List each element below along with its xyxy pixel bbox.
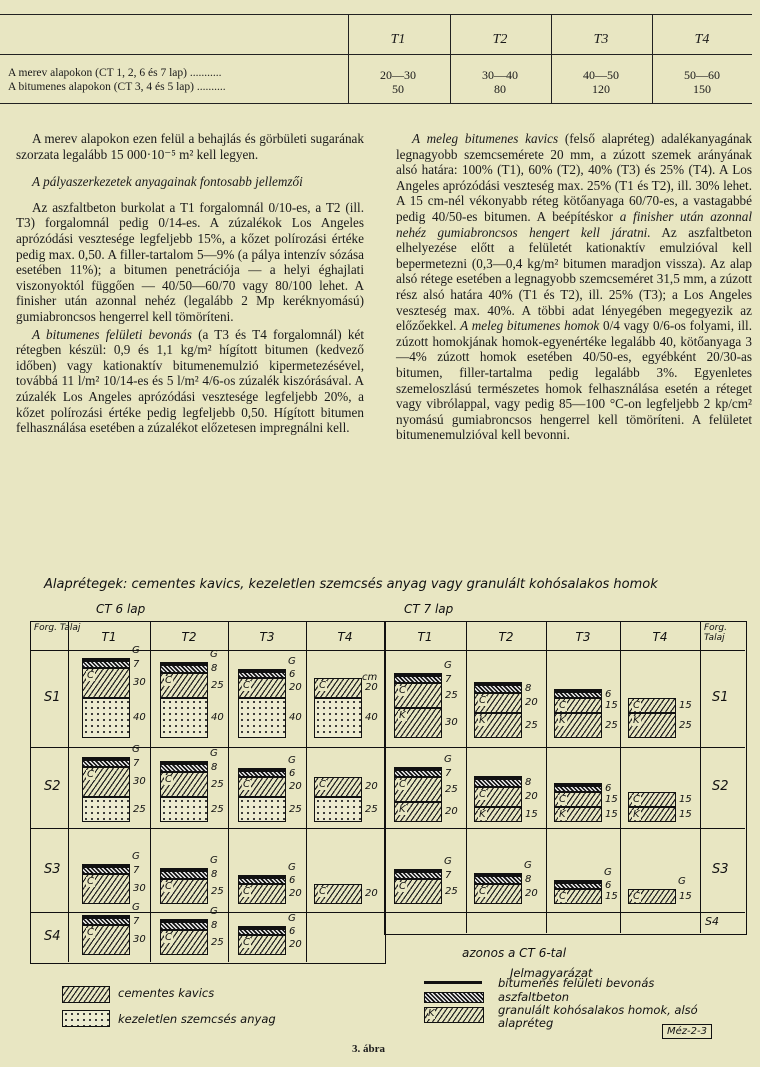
layer-thickness: 25	[133, 803, 146, 815]
layer-bit	[160, 868, 208, 871]
grid-line	[466, 621, 467, 933]
emphasis: A meleg bitumenes homok	[460, 318, 600, 334]
layer-asz	[394, 676, 442, 683]
g-label: G	[604, 867, 612, 878]
layer-bit	[554, 880, 602, 883]
layer-thickness: 6	[289, 926, 296, 937]
layer-cem	[160, 673, 208, 698]
layer-letter: C	[165, 881, 172, 892]
layer-kez	[238, 698, 286, 738]
layer-letter: C	[319, 680, 326, 691]
layer-bit	[394, 869, 442, 872]
column-header: T3	[575, 630, 591, 644]
paragraph-lead: A bitumenes felületi bevonás	[32, 326, 192, 342]
layer-thickness: 7	[133, 658, 140, 670]
grid-line	[700, 621, 701, 933]
layer-bit	[554, 783, 602, 786]
layer-bit	[82, 658, 130, 661]
layer-cem	[238, 935, 286, 955]
letter-k: K	[428, 1008, 435, 1019]
emphasis: a finisher után azonnal nehéz gumiabroncsos hengert kell járatni.	[396, 208, 752, 240]
table-cell: 50—60	[684, 68, 720, 82]
layer-thickness: 6	[605, 689, 612, 700]
layer-asz	[474, 685, 522, 693]
legend-swatch-kk	[424, 1007, 484, 1023]
g-label: G	[288, 913, 296, 924]
layer-cem	[474, 787, 522, 807]
layer-thickness: 25	[211, 885, 224, 897]
layer-asz	[82, 867, 130, 874]
g-label: G	[444, 856, 452, 867]
layer-kez	[314, 797, 362, 822]
layer-kez	[314, 698, 362, 738]
layer-cem	[394, 777, 442, 802]
layer-kez	[160, 698, 208, 738]
layer-bit	[160, 662, 208, 665]
layer-thickness: 8	[525, 683, 532, 694]
layer-thickness: 20	[365, 682, 378, 693]
layer-asz	[160, 922, 208, 930]
column-header: T3	[259, 630, 275, 644]
layer-cem	[554, 792, 602, 807]
layer-letter: C	[479, 695, 486, 706]
layer-bit	[554, 689, 602, 692]
layer-thickness: 20	[365, 781, 378, 792]
paragraph-body: (a T3 és T4 forgalomnál) két rétegben készül: 0,9 és 1,1 kg/m² hígított bitumen (kedvező időben) vagy kationaktív bitumenemulzió kipermetezésével, továbbá 11 l/m² 10/14-es és 5 l/m² 4/6-os zúzalék kiszórásával. A zúzalék Los Angeles aprózódási vesztesége legfeljebb 20%, a kőzet polírozási értéke pedig legfeljebb 0,50. Hígított bitumen felhasználása esetében a zúzalékot előzetesen impregnálni kell.	[16, 326, 364, 436]
layer-letter: K	[479, 809, 486, 820]
layer-letter: C	[243, 886, 250, 897]
header-t1: T1	[390, 32, 406, 47]
layer-asz	[160, 871, 208, 879]
figure-title: Alaprétegek: cementes kavics, kezeletlen szemcsés anyag vagy granulált kohósalakos homok	[44, 577, 658, 592]
layer-cem	[160, 772, 208, 797]
layer-cem	[238, 678, 286, 698]
g-label: G	[288, 755, 296, 766]
layer-cem	[160, 879, 208, 904]
layer-bit	[238, 875, 286, 878]
layer-bit	[82, 915, 130, 918]
layer-asz	[82, 760, 130, 767]
legend-swatch-asz	[424, 992, 484, 1003]
table-cell: 50	[392, 82, 404, 96]
thickness-table	[0, 14, 760, 104]
header-t4: T4	[694, 32, 710, 47]
g-label: G	[288, 656, 296, 667]
layer-letter: K	[399, 804, 406, 815]
layer-bit	[474, 682, 522, 685]
layer-cem	[628, 792, 676, 807]
g-label: G	[444, 754, 452, 765]
layer-bit	[160, 919, 208, 922]
layer-letter: K	[559, 715, 566, 726]
row-header: S2	[44, 779, 61, 794]
layer-cem	[474, 693, 522, 713]
layer-letter: K	[399, 710, 406, 721]
layer-thickness: 8	[211, 663, 218, 674]
layer-thickness: 30	[133, 883, 146, 894]
layer-letter: K	[479, 715, 486, 726]
layer-thickness: 25	[679, 719, 692, 731]
table-cell: 30—40	[482, 68, 518, 82]
layer-asz	[238, 878, 286, 884]
layer-thickness: 7	[133, 915, 140, 927]
g-label: G	[132, 851, 140, 862]
layer-thickness: 7	[133, 864, 140, 876]
grid-line	[620, 621, 621, 933]
g-label: G	[132, 744, 140, 755]
layer-thickness: 15	[525, 808, 538, 820]
layer-kk	[628, 807, 676, 822]
layer-thickness: 25	[289, 803, 302, 815]
row-header: S4	[705, 915, 719, 928]
table-cell: 80	[494, 82, 506, 96]
layer-thickness: 7	[133, 757, 140, 769]
azonos-label: azonos a CT 6-tal	[462, 946, 567, 960]
layer-cem	[628, 889, 676, 904]
layer-thickness: 15	[605, 699, 618, 711]
grid-line	[306, 621, 307, 962]
paragraph-body: (felső alapréteg) adalékanyagának legnagyobb szemcsemérete 20 mm, a zúzott szemek arányának alsó határa: 100% (T1), 60% (T2), 40% (T3) és 25% (T4). A Los Angeles aprózódási veszteség max. 25% (T1 és T2), ill. 30% lehet. A 15 cm-nél vékonyabb réteg kötőanyaga 60/70-es, a vastagabbé pedig 40/50-es bitumen. A beépítéskor	[396, 131, 752, 224]
layer-cem	[82, 874, 130, 904]
layer-cem	[314, 678, 362, 698]
layer-thickness: 15	[605, 808, 618, 820]
layer-kez	[160, 797, 208, 822]
layer-asz	[474, 876, 522, 884]
column-header: T1	[417, 630, 433, 644]
layer-asz	[160, 764, 208, 772]
layer-letter: C	[479, 886, 486, 897]
layer-kk	[394, 802, 442, 822]
legend-swatch-bit	[424, 981, 482, 984]
layer-asz	[474, 779, 522, 787]
layer-letter: K	[559, 809, 566, 820]
layer-thickness: 8	[211, 920, 218, 931]
paragraph: Az aszfaltbeton burkolat a T1 forgalomnál 0/10-es, a T2 (ill. T3) forgalomnál pedig 0/14-es. A zúzalékok Los Angeles aprózódási vesztesége legfeljebb 15%, a kőzet polírozási értéke pedig max. 0,50. A filler-tartalom 5—9% (a pálya intenzív sózása esetében 11%); a bitumen penetrációja — a helyi éghajlati viszonyoktól függően — 40/50—60/70 vagy 80/100 lehet. A finisher után azonnal nehéz (legalább 2 Mp keréknyomású) gumiabroncsos hengerrel kell tömöríteni.	[16, 199, 364, 324]
layer-letter: C	[633, 700, 640, 711]
row-header: S4	[44, 929, 61, 944]
layer-letter: C	[399, 779, 406, 790]
layer-letter: C	[87, 927, 94, 938]
layer-letter: C	[87, 670, 94, 681]
layer-thickness: 20	[445, 806, 458, 817]
figure-caption: 3. ábra	[352, 1043, 385, 1055]
column-header: T2	[498, 630, 514, 644]
column-header: T4	[652, 630, 668, 644]
paragraph-body: 0/4 vagy 0/6-os folyami, ill. zúzott homokjának homok-egyenértéke legalább 40, kötőanyaga 3—4% zúzott homok esetében 40/50-es, egyébként 20/30-as bitumen, filler-tartalma pedig legalább 3%. Egyenletes szemeloszlású természetes homok felhasználása esetén a réteget vagy vibrólappal, vagy pedig 85—100 °C-on legfeljebb 2 kp/cm² nyomású gumiabroncsos hengerrel kell tömöríteni. A felületet bitumenemulzióval kell bevonni.	[396, 318, 753, 443]
layer-thickness: 6	[289, 669, 296, 680]
forg-talaj-left: Forg. Talaj	[34, 623, 81, 633]
layer-asz	[394, 770, 442, 777]
forg-talaj-right: Forg. Talaj	[704, 623, 727, 643]
layer-thickness: 20	[525, 888, 538, 899]
layer-letter: C	[399, 881, 406, 892]
layer-cem	[394, 879, 442, 904]
layer-cem	[554, 889, 602, 904]
layer-letter: C	[87, 769, 94, 780]
layer-asz	[238, 771, 286, 777]
layer-thickness: 15	[605, 793, 618, 805]
header-t3: T3	[593, 32, 609, 47]
grid-line	[68, 621, 69, 962]
layer-bit	[160, 761, 208, 764]
layer-letter: C	[165, 774, 172, 785]
row-header: S3	[44, 862, 61, 877]
layer-asz	[238, 672, 286, 678]
paragraph: A merev alapokon ezen felül a behajlás és görbületi sugarának szorzata legalább 15 000·10⁻⁵ m² kell legyen.	[16, 131, 364, 162]
layer-letter: C	[87, 876, 94, 887]
layer-thickness: 20	[289, 939, 302, 950]
layer-asz	[82, 918, 130, 925]
layer-thickness: 25	[445, 885, 458, 897]
layer-thickness: 25	[445, 689, 458, 701]
layer-thickness: 30	[133, 677, 146, 688]
layer-thickness: 40	[289, 712, 302, 723]
layer-cem	[474, 884, 522, 904]
g-label: G	[210, 855, 218, 866]
layer-thickness: 15	[679, 699, 692, 711]
layer-bit	[82, 864, 130, 867]
legend-cem: cementes kavics	[118, 986, 215, 1000]
layer-thickness: 15	[605, 890, 618, 902]
unit-label: cm	[362, 672, 378, 683]
layer-letter: C	[165, 932, 172, 943]
layer-kez	[82, 797, 130, 822]
layer-kk	[474, 713, 522, 738]
layer-thickness: 20	[289, 781, 302, 792]
layer-thickness: 25	[445, 783, 458, 795]
layer-bit	[474, 873, 522, 876]
g-label: G	[678, 876, 686, 887]
layer-kk	[394, 708, 442, 738]
layer-letter: C	[399, 685, 406, 696]
grid-line	[228, 621, 229, 962]
row-header: S1	[712, 690, 729, 705]
layer-thickness: 25	[605, 719, 618, 731]
g-label: G	[288, 862, 296, 873]
layer-thickness: 7	[445, 767, 452, 779]
legend-bit: bitumenes felületi bevonás	[498, 976, 655, 990]
layer-letter: K	[633, 715, 640, 726]
grid-line	[546, 621, 547, 933]
layer-bit	[394, 767, 442, 770]
layer-letter: C	[165, 675, 172, 686]
layer-cem	[82, 767, 130, 797]
layer-asz	[554, 883, 602, 889]
layer-cem	[82, 925, 130, 955]
layer-letter: C	[633, 891, 640, 902]
layer-letter: C	[633, 794, 640, 805]
header-t2: T2	[492, 32, 508, 47]
layer-bit	[238, 926, 286, 929]
layer-thickness: 15	[679, 793, 692, 805]
layer-thickness: 25	[211, 778, 224, 790]
right-column	[396, 131, 752, 443]
layer-asz	[394, 872, 442, 879]
layer-thickness: 30	[133, 934, 146, 945]
g-label: G	[132, 645, 140, 656]
layer-asz	[238, 929, 286, 935]
layer-cem	[238, 884, 286, 904]
grid-line	[150, 621, 151, 962]
layer-thickness: 30	[445, 717, 458, 728]
ct6-label: CT 6 lap	[96, 602, 146, 616]
column-header: T1	[101, 630, 117, 644]
row-label-merev: A merev alapokon (CT 1, 2, 6 és 7 lap) ...........	[8, 67, 222, 79]
layer-bit	[82, 757, 130, 760]
left-column	[16, 131, 364, 436]
layer-thickness: 6	[289, 768, 296, 779]
paragraph	[396, 131, 752, 443]
table-cell: 120	[592, 82, 610, 96]
layer-thickness: 8	[525, 777, 532, 788]
layer-thickness: 8	[211, 869, 218, 880]
layer-thickness: 6	[289, 875, 296, 886]
layer-cem	[160, 930, 208, 955]
layer-letter: C	[319, 779, 326, 790]
layer-letter: C	[243, 680, 250, 691]
g-label: G	[210, 748, 218, 759]
layer-bit	[474, 776, 522, 779]
layer-letter: C	[559, 700, 566, 711]
layer-bit	[394, 673, 442, 676]
layer-thickness: 15	[679, 808, 692, 820]
layer-thickness: 6	[605, 880, 612, 891]
layer-asz	[160, 665, 208, 673]
row-header: S2	[712, 779, 729, 794]
paragraph	[16, 327, 364, 436]
row-label-bitumenes: A bitumenes alapokon (CT 3, 4 és 5 lap) ..........	[8, 81, 226, 93]
legend-kez: kezeletlen szemcsés anyag	[118, 1012, 276, 1026]
row-header: S3	[712, 862, 729, 877]
layer-thickness: 25	[365, 803, 378, 815]
legend-swatch-kez	[62, 1010, 110, 1027]
layer-thickness: 20	[525, 697, 538, 708]
layer-thickness: 20	[525, 791, 538, 802]
layer-thickness: 7	[445, 673, 452, 685]
layer-cem	[238, 777, 286, 797]
layer-letter: C	[479, 789, 486, 800]
layer-asz	[82, 661, 130, 668]
layer-thickness: 20	[289, 888, 302, 899]
layer-bit	[238, 669, 286, 672]
layer-cem	[314, 884, 362, 904]
layer-cem	[554, 698, 602, 713]
layer-cem	[82, 668, 130, 698]
layer-asz	[554, 692, 602, 698]
layer-kk	[554, 713, 602, 738]
layer-kk	[554, 807, 602, 822]
g-label: G	[132, 902, 140, 913]
layer-cem	[628, 698, 676, 713]
table-cell: 150	[693, 82, 711, 96]
column-header: T2	[181, 630, 197, 644]
layer-thickness: 20	[365, 888, 378, 899]
layer-thickness: 7	[445, 869, 452, 881]
table-cell: 40—50	[583, 68, 619, 82]
layer-letter: C	[243, 937, 250, 948]
layer-letter: C	[559, 891, 566, 902]
layer-thickness: 25	[211, 679, 224, 691]
layer-thickness: 6	[605, 783, 612, 794]
grid-line	[30, 828, 745, 829]
layer-cem	[314, 777, 362, 797]
g-label: G	[210, 649, 218, 660]
layer-thickness: 25	[525, 719, 538, 731]
layer-thickness: 40	[133, 712, 146, 723]
table-cell: 20—30	[380, 68, 416, 82]
layer-thickness: 25	[211, 803, 224, 815]
ct7-label: CT 7 lap	[404, 602, 454, 616]
layer-thickness: 30	[133, 776, 146, 787]
layer-letter: C	[319, 886, 326, 897]
layer-kk	[474, 807, 522, 822]
legend-kk: granulált kohósalakos homok, alsó alapréteg	[498, 1003, 698, 1030]
legend-swatch-cem	[62, 986, 110, 1003]
layer-thickness: 20	[289, 682, 302, 693]
layer-bit	[238, 768, 286, 771]
column-header: T4	[337, 630, 353, 644]
row-header: S1	[44, 690, 61, 705]
layer-thickness: 8	[525, 874, 532, 885]
layer-kez	[238, 797, 286, 822]
section-heading: A pályaszerkezetek anyagainak fontosabb jellemzői	[32, 174, 303, 190]
layer-letter: C	[559, 794, 566, 805]
layer-thickness: 40	[211, 712, 224, 723]
layer-kk	[628, 713, 676, 738]
layer-kez	[82, 698, 130, 738]
layer-letter: C	[243, 779, 250, 790]
g-label: G	[210, 906, 218, 917]
g-label: G	[524, 860, 532, 871]
layer-cem	[394, 683, 442, 708]
paragraph-body: Az aszfaltbeton elhelyezése előtt a felületét kationaktív emulzióval kell bepermetezni (0,3—0,4 kg/m² bitumen maradjon vissza). Az alap alsó rétege esetében a legnagyobb szemcseméret 31,5 mm, a zúzott rész alsó határa 40% (T1 és T2), ill. 25% (T3); a Los Angeles veszteség max. 40%. A többi adat lényegében megegyezik az előzőekkel.	[396, 224, 752, 334]
layer-thickness: 25	[211, 936, 224, 948]
g-label: G	[444, 660, 452, 671]
layer-letter: K	[633, 809, 640, 820]
layer-asz	[554, 786, 602, 792]
figure-code: Méz-2-3	[662, 1024, 712, 1039]
legend-title: Jelmagyarázat	[510, 966, 593, 980]
layer-thickness: 15	[679, 890, 692, 902]
legend-asz: aszfaltbeton	[498, 990, 570, 1004]
layer-thickness: 40	[365, 712, 378, 723]
paragraph-lead: A meleg bitumenes kavics	[412, 131, 559, 146]
layer-thickness: 8	[211, 762, 218, 773]
